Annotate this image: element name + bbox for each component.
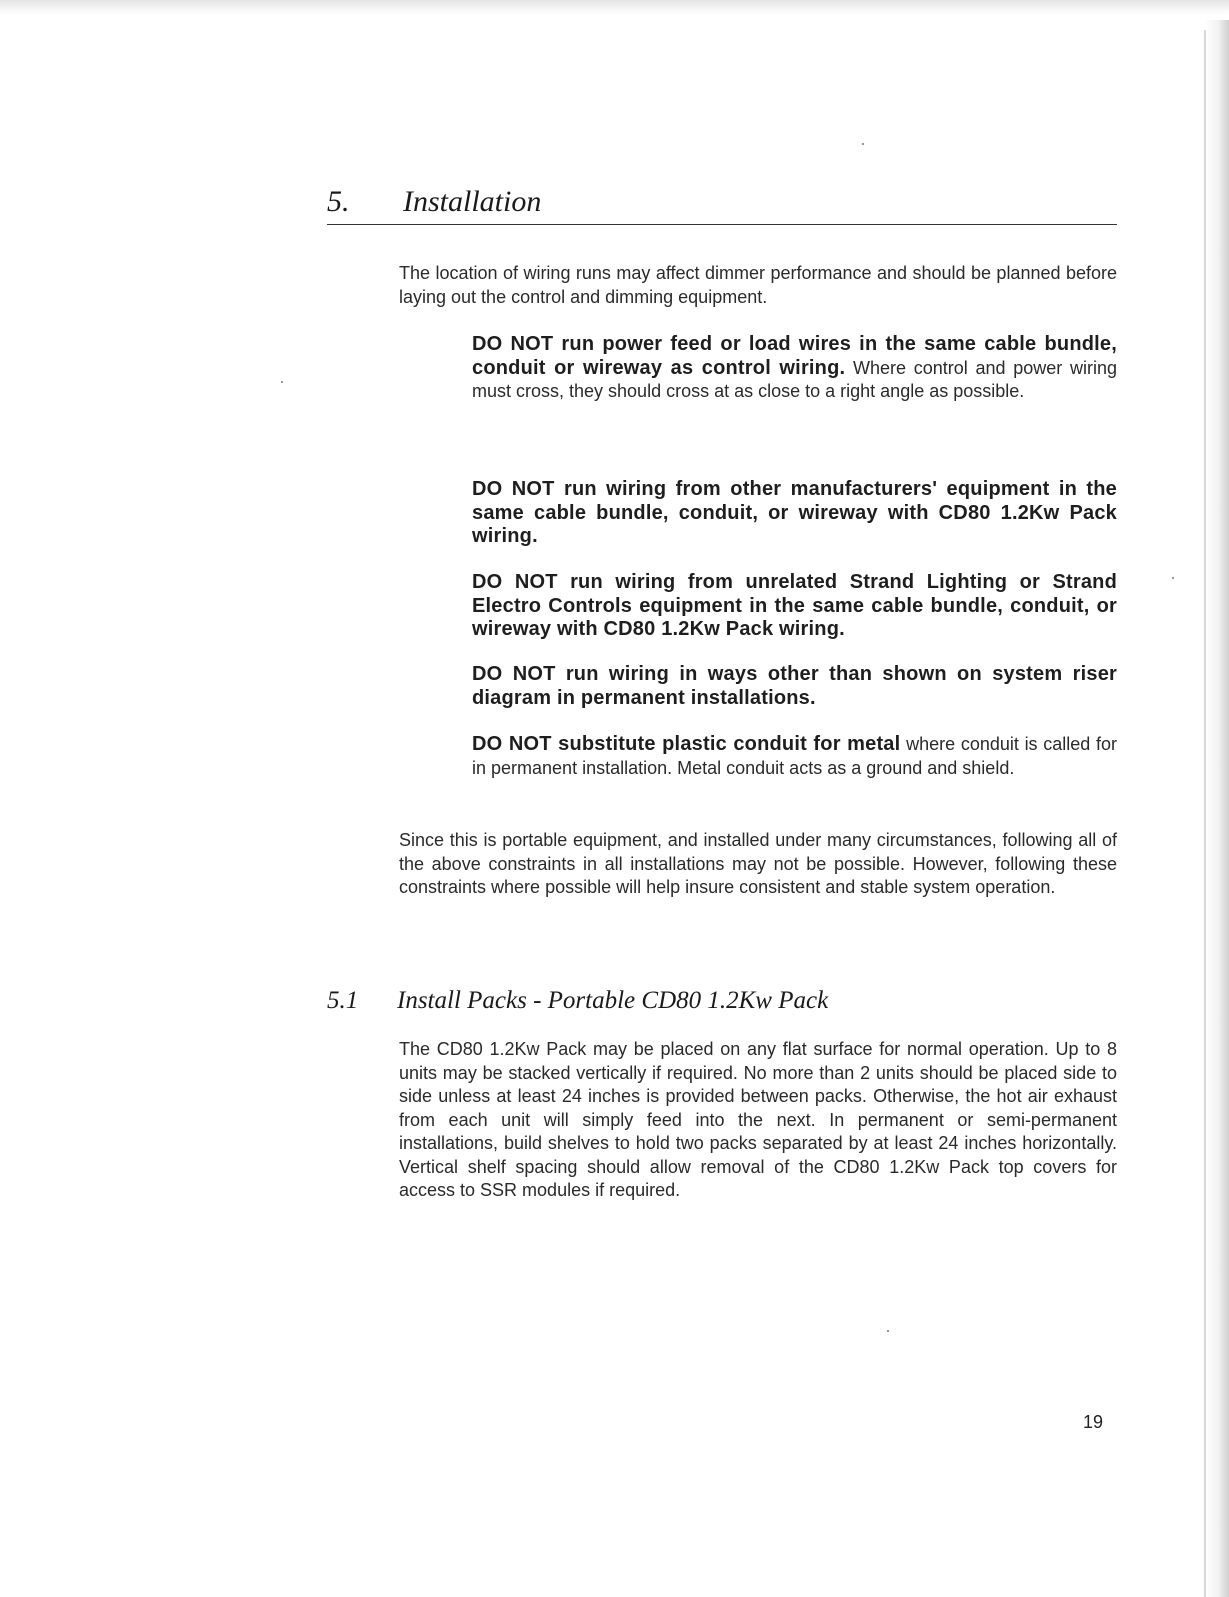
section-number: 5. (327, 185, 350, 218)
subsection-title: Install Packs - Portable CD80 1.2Kw Pack (397, 987, 829, 1014)
caution-lead: DO NOT substitute plastic conduit for metal (472, 733, 901, 755)
scan-speck (887, 1330, 889, 1332)
scan-speck (862, 143, 864, 145)
section-heading (327, 184, 1117, 225)
intro-paragraph: The location of wiring runs may affect dimmer performance and should be planned before laying out the control and dimming equipment. (399, 263, 1117, 307)
closing-paragraph: Since this is portable equipment, and installed under many circumstances, following all of the above constraints in all installations may not be possible. However, following these constraints where possible will help insure consistent and stable system operation. (399, 830, 1117, 897)
scan-right-edge (1205, 20, 1229, 1597)
scan-top-edge (0, 0, 1229, 16)
caution-text: where conduit is called for in permanent installation. Metal conduit acts as a ground and shield. (472, 734, 1118, 778)
caution-other-manufacturers: DO NOT run wiring from other manufacturers' equipment in the same cable bundle, conduit, or wireway with CD80 1.2Kw Pack wiring. (472, 478, 1117, 547)
scan-speck (1172, 577, 1174, 579)
subsection-number: 5.1 (327, 987, 359, 1014)
caution-riser-diagram: DO NOT run wiring in ways other than shown on system riser diagram in permanent installations. (472, 663, 1117, 709)
page-number: 19 (1083, 1412, 1104, 1432)
subsection-heading (327, 986, 1117, 1020)
scan-speck (281, 381, 283, 383)
caution-lead: DO NOT run power feed or load wires in the same cable bundle, conduit or wireway as control wiring. (472, 333, 1117, 379)
caution-power-feed (472, 333, 1117, 404)
scan-right-line (1204, 30, 1206, 1597)
subsection-body: The CD80 1.2Kw Pack may be placed on any flat surface for normal operation. Up to 8 units may be stacked vertically if required. No more than 2 units should be placed side to side unless at least 24 inches is provided between packs. Otherwise, the hot air exhaust from each unit will simply feed into the next. In permanent or semi-permanent installations, build shelves to hold two packs separated by at least 24 inches horizontally. Vertical shelf spacing should allow removal of the CD80 1.2Kw Pack top covers for access to SSR modules if required. (399, 1039, 1117, 1200)
caution-unrelated-strand: DO NOT run wiring from unrelated Strand Lighting or Strand Electro Controls equipment in the same cable bundle, conduit, or wireway with CD80 1.2Kw Pack wiring. (472, 571, 1117, 640)
caution-plastic-conduit (472, 733, 1117, 780)
section-title: Installation (403, 185, 542, 218)
caution-text: Where control and power wiring must cross, they should cross at as close to a right angle as possible. (472, 357, 1117, 401)
